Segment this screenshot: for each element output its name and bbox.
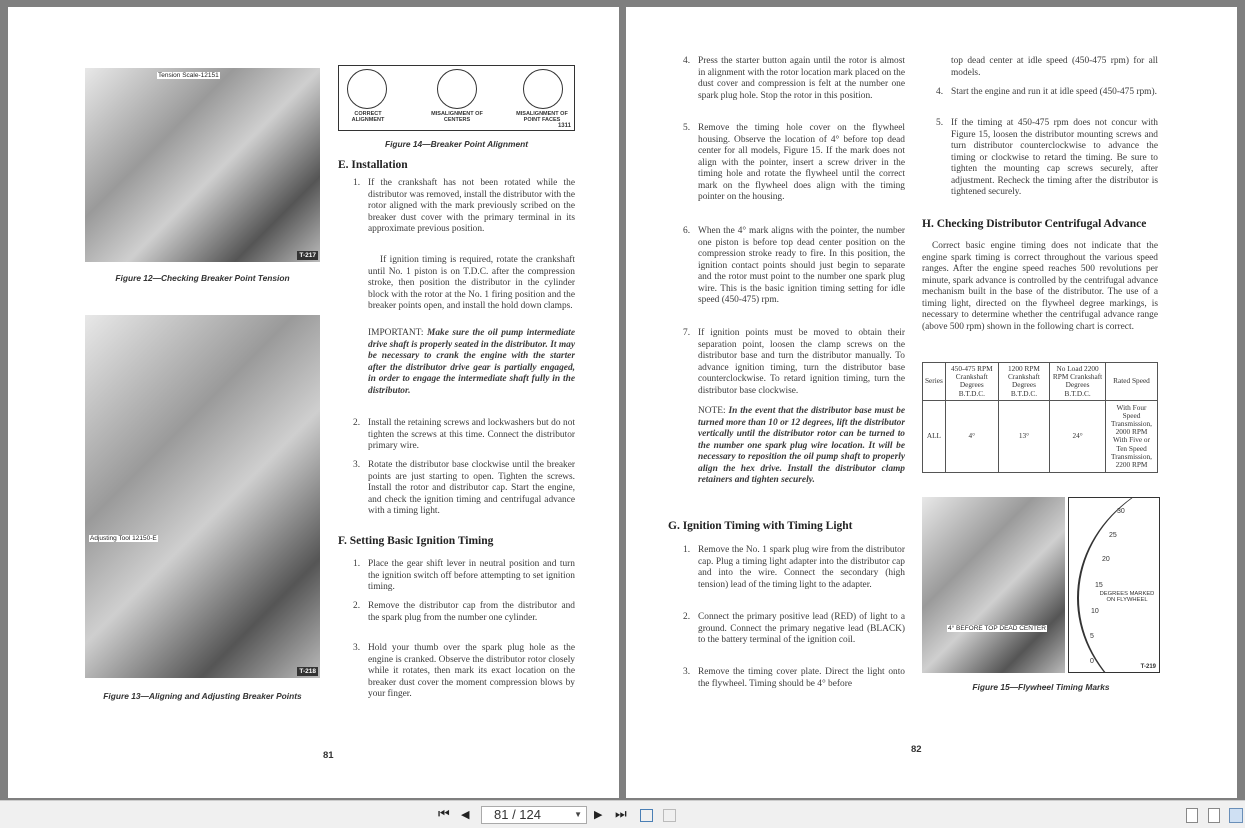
item-number: 2.	[353, 418, 361, 428]
fit-width-icon[interactable]	[663, 809, 676, 822]
item-text: Rotate the distributor base clockwise until the breaker points are just starting to open. Tighten the screws. Install the rotor and distributor cap. Start the engine, and check the ignition timing and centrifugal advance with a timing light.	[368, 460, 575, 516]
important-note	[368, 328, 575, 397]
table-cell: 13°	[998, 400, 1049, 472]
paragraph: top dead center at idle speed (450-475 rpm) for all models.	[951, 56, 1158, 78]
item-text: Remove the No. 1 spark plug wire from the distributor cap. Plug a timing light adapter into the distributor cap and into the wire. Connect the secondary (high tension) lead of the timing light to the adapter.	[698, 545, 905, 590]
viewer-toolbar	[0, 800, 1245, 828]
previous-page-button[interactable]: ◀	[461, 808, 470, 821]
alignment-circle	[523, 69, 563, 109]
figure-tag: T-218	[299, 668, 316, 675]
note-label: IMPORTANT:	[368, 328, 424, 338]
scale-tick: 5	[1090, 633, 1094, 640]
note-label: NOTE:	[698, 406, 726, 416]
figure-tag: 1311	[557, 123, 571, 129]
chevron-down-icon: ▼	[574, 810, 582, 819]
item-text: Connect the primary positive lead (RED) of light to a ground. Connect the primary negative lead (BLACK) to the battery terminal of the ignition coil.	[698, 612, 905, 645]
item-text: If ignition points must be moved to obtain their separation point, loosen the clamp screws on the distributor base and turn the distributor manually. To advance ignition timing, turn the distributor base counterclockwise. To retard ignition timing, turn the distributor base clockwise.	[698, 328, 905, 396]
table-header-row	[923, 363, 1158, 401]
item-number: 6.	[683, 226, 691, 236]
two-page-view-icon[interactable]	[1229, 808, 1243, 823]
item-number: 4.	[936, 87, 944, 97]
advance-table	[922, 362, 1158, 473]
column-header: 450-475 RPM Crankshaft Degrees B.T.D.C.	[945, 363, 998, 401]
figure-15-caption: Figure 15—Flywheel Timing Marks	[972, 682, 1110, 692]
alignment-circle	[437, 69, 477, 109]
item-number: 1.	[353, 559, 361, 569]
item-number: 3.	[353, 643, 361, 653]
page-number: 82	[911, 744, 922, 755]
diagram-label: CORRECT ALIGNMENT	[351, 111, 385, 123]
item-number: 2.	[683, 612, 691, 622]
item-number: 3.	[353, 460, 361, 470]
scale-tick: 30	[1117, 508, 1125, 515]
item-text: Install the retaining screws and lockwashers but do not tighten the screws at this time. Connect the distributor primary wire.	[368, 418, 575, 451]
figure-tag: T-219	[1140, 664, 1156, 670]
page-81	[8, 7, 619, 798]
figure-13-caption: Figure 13—Aligning and Adjusting Breaker Points	[103, 691, 302, 701]
table-cell: 24°	[1050, 400, 1106, 472]
figure-tag: T-217	[299, 252, 316, 259]
alignment-circle	[347, 69, 387, 109]
scale-tick: 0	[1090, 658, 1094, 665]
diagram-label: MISALIGNMENT OF POINT FACES	[516, 111, 568, 123]
table-cell: With Four Speed Transmission, 2000 RPM With Five or Ten Speed Transmission, 2200 RPM	[1106, 400, 1158, 472]
item-number: 3.	[683, 667, 691, 677]
table-cell: ALL	[923, 400, 946, 472]
continuous-view-icon[interactable]	[1208, 808, 1220, 823]
item-text: Hold your thumb over the spark plug hole as the engine is cranked. Observe the distributor rotor closely while it rotates, then mark its exact location on the breaker dust cover the moment compression blows by your finger.	[368, 643, 575, 699]
next-page-button[interactable]: ▶	[594, 808, 603, 821]
figure-12-caption: Figure 12—Checking Breaker Point Tension	[115, 273, 290, 283]
single-page-view-icon[interactable]	[1186, 808, 1198, 823]
item-text: If the crankshaft has not been rotated while the distributor was removed, install the distributor with the rotor aligned with the mark previously scribed on the breaker dust cover with the primary terminal in its approximate previous position.	[368, 178, 575, 234]
table-cell: 4°	[945, 400, 998, 472]
page-display: 81 / 124	[494, 807, 541, 822]
last-page-button[interactable]: ⏭	[615, 807, 627, 822]
section-g-heading: G. Ignition Timing with Timing Light	[668, 520, 853, 532]
table-row	[923, 400, 1158, 472]
page-number-select[interactable]	[481, 806, 587, 824]
figure-label: 4° BEFORE TOP DEAD CENTER	[948, 625, 1046, 632]
item-text: Remove the distributor cap from the distributor and the spark plug from the number one cylinder.	[368, 601, 575, 623]
section-h-heading: H. Checking Distributor Centrifugal Advance	[922, 218, 1147, 230]
scale-tick: 25	[1109, 532, 1117, 539]
scale-label: DEGREES MARKED ON FLYWHEEL	[1095, 591, 1159, 603]
column-header: Series	[923, 363, 946, 401]
page-number: 81	[323, 750, 334, 761]
section-f-heading: F. Setting Basic Ignition Timing	[338, 535, 494, 547]
flywheel-scale	[1068, 497, 1160, 673]
fit-page-icon[interactable]	[640, 809, 653, 822]
item-number: 1.	[683, 545, 691, 555]
scale-tick: 15	[1095, 582, 1103, 589]
figure-15-photo	[922, 497, 1065, 673]
item-number: 2.	[353, 601, 361, 611]
item-number: 1.	[353, 178, 361, 188]
paragraph: If ignition timing is required, rotate the crankshaft until No. 1 piston is on T.D.C. after the compression stroke, then position the distributor in the cylinder block with the rotor at the No. 1 firing position and the breaker points open, and install the hold down clamps.	[368, 255, 575, 311]
column-header: 1200 RPM Crankshaft Degrees B.T.D.C.	[998, 363, 1049, 401]
figure-label: Adjusting Tool 12150-E	[90, 535, 157, 542]
item-text: Place the gear shift lever in neutral position and turn the ignition switch off before attempting to set ignition timing.	[368, 559, 575, 592]
paragraph: Correct basic engine timing does not indicate that the engine spark timing is correct throughout the various speed ranges. After the engine speed reaches 500 revolutions per minute, spark advance is controlled by the centrifugal advance mechanism built in the base of the distributor. The use of a timing light, directed on the flywheel degree markings, is necessary to determine whether the centrifugal advance range (above 500 rpm) shown in the following chart is correct.	[922, 241, 1158, 332]
item-text: When the 4° mark aligns with the pointer, the number one piston is before top dead center position on the compression stroke ready to fire. In this position, the ignition contact points should just begin to separate and the rotor must point to the number one spark plug wire. This is the basic ignition timing setting for idle speed (450-475) rpm.	[698, 226, 905, 305]
item-number: 5.	[683, 123, 691, 133]
note-text: Make sure the oil pump intermediate drive shaft is properly seated in the distributor. It may be necessary to crank the engine with the starter after the distributor drive gear is partially engaged, in order to engage the intermediate shaft fully in the distributor.	[368, 328, 576, 396]
item-text: Remove the timing hole cover on the flywheel housing. Observe the location of 4° before top dead center for all models, Figure 15. If the mark does not align with the pointer, insert a screw driver in the timing hole and rotate the flywheel until the correct mark on the flywheel does align with the timing pointer on the housing.	[698, 123, 905, 202]
figure-label: Tension Scale-12151	[158, 72, 219, 79]
note	[698, 406, 905, 487]
item-text: Start the engine and run it at idle speed (450-475 rpm).	[951, 87, 1157, 97]
item-text: Press the starter button again until the rotor is almost in alignment with the rotor location mark placed on the dust cover and compression is felt at the number one spark plug hole. Stop the rotor in this position.	[698, 56, 905, 101]
item-text: Remove the timing cover plate. Direct the light onto the flywheel. Timing should be 4° before	[698, 667, 905, 689]
item-number: 5.	[936, 118, 944, 128]
column-header: No Load 2200 RPM Crankshaft Degrees B.T.D.C.	[1050, 363, 1106, 401]
item-number: 7.	[683, 328, 691, 338]
figure-14-diagram	[338, 65, 575, 131]
item-number: 4.	[683, 56, 691, 66]
scale-tick: 10	[1091, 608, 1099, 615]
figure-12-photo	[85, 68, 320, 262]
diagram-label: MISALIGNMENT OF CENTERS	[431, 111, 483, 123]
column-header: Rated Speed	[1106, 363, 1158, 401]
page-82	[626, 7, 1237, 798]
figure-14-caption: Figure 14—Breaker Point Alignment	[384, 139, 529, 149]
figure-13-photo	[85, 315, 320, 678]
item-text: If the timing at 450-475 rpm does not concur with Figure 15, loosen the distributor mounting screws and turn distributor counterclockwise to advance the timing or clockwise to retard the timing. Be sure to tighten the mounting cap screws securely, after adjustment. Recheck the timing after the distributor is tightened securely.	[951, 118, 1158, 197]
note-text: In the event that the distributor base must be turned more than 10 or 12 degrees, lift the distributor vertically until the distributor rotor can be turned to the number one spark plug wire location. It will be necessary to reposition the oil pump shaft to properly align the hex drive. Install the distributor clamp retainers and tighten securely.	[698, 406, 905, 485]
scale-tick: 20	[1102, 556, 1110, 563]
first-page-button[interactable]: ⏮	[438, 807, 450, 822]
scale-arc	[1077, 497, 1160, 673]
section-e-heading: E. Installation	[338, 159, 408, 171]
